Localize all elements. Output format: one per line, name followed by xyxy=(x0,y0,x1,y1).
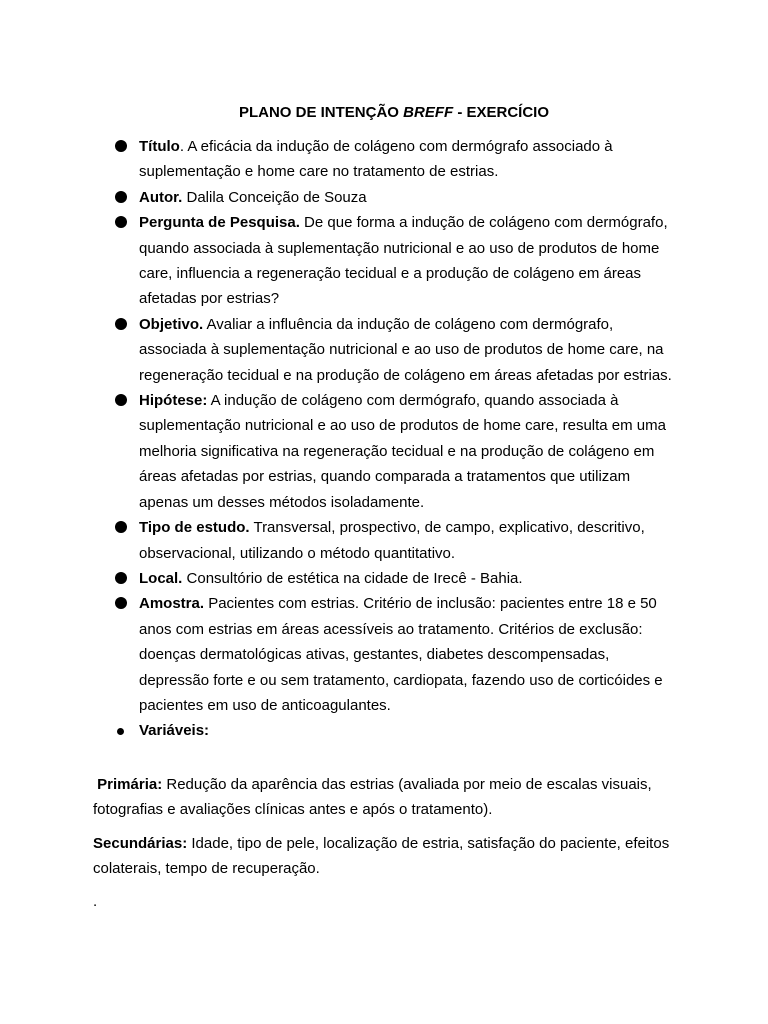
list-item-variaveis xyxy=(0,718,679,743)
list-item-pergunta xyxy=(0,210,679,312)
secundarias-paragraph xyxy=(93,831,683,881)
item-label: Título xyxy=(139,138,180,155)
list-item-autor xyxy=(0,185,679,210)
plan-items-list xyxy=(0,134,768,744)
item-text: Pacientes com estrias. Critério de inclusão: pacientes entre 18 e 50 anos com estrias em áreas acessíveis ao tratamento. Critérios de exclusão: doenças dermatológicas ativas, gestantes, diabetes descompensadas, depressão forte e ou sem tratamento, cardiopata, fazendo uso de corticóides e pacientes em uso de anticoagulantes. xyxy=(139,595,663,714)
bullet-icon xyxy=(115,572,127,584)
bullet-icon xyxy=(115,191,127,203)
item-label: Amostra. xyxy=(139,595,205,613)
secundarias-text: Idade, tipo de pele, localização de estria, satisfação do paciente, efeitos colaterais, tempo de recuperação. xyxy=(93,835,670,877)
list-item-tipo-estudo xyxy=(0,515,679,566)
primaria-text: Redução da aparência das estrias (avaliada por meio de escalas visuais, fotografias e avaliações clínicas antes e após o tratamento). xyxy=(93,776,652,818)
document-title xyxy=(0,103,768,123)
item-label: Variáveis: xyxy=(139,722,210,740)
title-prefix: PLANO DE INTENÇÃO xyxy=(238,104,404,121)
trailing-period: . xyxy=(93,893,98,910)
primaria-label: Primária: xyxy=(97,776,163,793)
item-text: Transversal, prospectivo, de campo, explicativo, descritivo, observacional, utilizando o método quantitativo. xyxy=(139,519,645,562)
bullet-icon xyxy=(115,318,127,330)
list-item-local xyxy=(0,566,679,591)
item-text: . A eficácia da indução de colágeno com dermógrafo associado à suplementação e home care no tratamento de estrias. xyxy=(139,138,613,181)
bullet-icon xyxy=(115,140,127,152)
bullet-icon xyxy=(115,597,127,609)
item-text: Dalila Conceição de Souza xyxy=(182,188,367,206)
item-text: Consultório de estética na cidade de Irecê - Bahia. xyxy=(182,569,523,587)
title-italic: BREFF xyxy=(403,104,454,121)
item-label: Hipótese: xyxy=(139,392,208,410)
list-item-objetivo xyxy=(0,312,679,388)
item-label: Pergunta de Pesquisa. xyxy=(139,214,300,232)
item-label: Tipo de estudo. xyxy=(139,519,250,537)
item-text: De que forma a indução de colágeno com dermógrafo, quando associada à suplementação nutricional e ao uso de produtos de home care, influencia a regeneração tecidual e a produção de colágeno em áreas afetadas por estrias? xyxy=(139,214,668,308)
item-label: Local. xyxy=(139,569,183,587)
item-text: Avaliar a influência da indução de colágeno com dermógrafo, associada à suplementação nutricional e ao uso de produtos de home care, na regeneração tecidual e na produção de colágeno em áreas afetadas por estrias. xyxy=(139,315,672,384)
list-item-hipotese xyxy=(0,388,679,515)
bullet-icon xyxy=(117,728,124,735)
list-item-amostra xyxy=(0,591,679,718)
secundarias-label: Secundárias: xyxy=(93,835,188,852)
list-item-titulo xyxy=(0,134,679,185)
primaria-paragraph xyxy=(93,772,683,822)
bullet-icon xyxy=(115,394,127,406)
bullet-icon xyxy=(115,521,127,533)
item-label: Objetivo. xyxy=(139,315,204,333)
title-suffix: - EXERCÍCIO xyxy=(453,104,550,121)
item-text: A indução de colágeno com dermógrafo, quando associada à suplementação nutricional e ao uso de produtos de home care, resulta em uma melhoria significativa na regeneração tecidual e na produção de colágeno em áreas afetadas por estrias, quando comparada a tratamentos que utilizam apenas um desses métodos isoladamente. xyxy=(139,392,666,511)
item-label: Autor. xyxy=(139,188,183,206)
bullet-icon xyxy=(115,216,127,228)
